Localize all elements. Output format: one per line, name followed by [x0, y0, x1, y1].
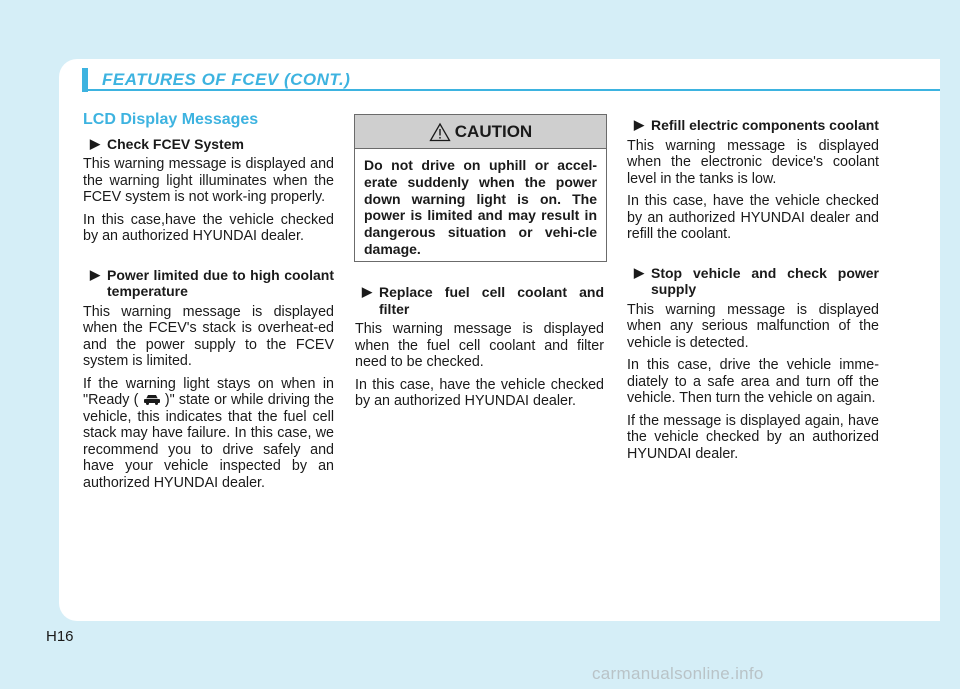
bullet-triangle-icon: ▶: [90, 135, 100, 151]
bullet-triangle-icon: ▶: [90, 266, 100, 282]
subheading-text: Stop vehicle and check power supply: [651, 264, 879, 297]
section-header: [82, 68, 940, 92]
subheading-text: Check FCEV System: [107, 135, 244, 152]
paragraph: This warning message is displayed when the fuel cell coolant and filter need to be checked.: [355, 321, 604, 370]
paragraph-ready-state: [83, 376, 334, 492]
watermark: carmanualsonline.info: [592, 664, 764, 683]
subheading-refill-coolant: [627, 117, 879, 134]
subheading-text: Replace fuel cell coolant and filter: [379, 284, 604, 317]
column-1: [83, 112, 334, 497]
subheading-check-fcev: [83, 136, 334, 153]
bullet-triangle-icon: ▶: [634, 264, 644, 280]
paragraph: In this case,have the vehicle checked by an authorized HYUNDAI dealer.: [83, 211, 334, 244]
paragraph: This warning message is displayed when the FCEV's stack is overheat-ed and the power supply to the FCEV system is limited.: [83, 303, 334, 369]
paragraph: This warning message is displayed and the warning light illuminates when the FCEV system is not work-ing properly.: [83, 156, 334, 205]
paragraph: This warning message is displayed when any serious malfunction of the vehicle is detected.: [627, 301, 879, 351]
subheading-power-limited: [83, 267, 334, 300]
caution-title: CAUTION: [454, 121, 533, 141]
page-number: H16: [46, 628, 74, 645]
header-underline: [88, 89, 940, 91]
text-fragment: )" state or while driving the vehicle, this indicates that the fuel cell stack may have failure. In this case, we recommend you to drive safely and have your vehicle inspected by an authorized HYUNDAI dealer.: [83, 392, 334, 491]
caution-box: [354, 114, 607, 262]
caution-text: Do not drive on uphill or accel-erate suddenly when the power down warning light is on. The power is limited and may result in dangerous situation or vehi-cle damage.: [364, 157, 597, 257]
subheading-text: Power limited due to high coolant temperature: [107, 266, 334, 299]
subheading-text: Refill electric components coolant: [651, 117, 879, 133]
ready-car-icon: [143, 393, 161, 405]
section-title: LCD Display Messages: [83, 111, 259, 128]
warning-triangle-icon: [429, 122, 451, 142]
paragraph: In this case, drive the vehicle imme-diately to a safe area and turn off the vehicle. Then turn the vehicle on again.: [627, 357, 879, 406]
bullet-triangle-icon: ▶: [362, 284, 372, 299]
column-2: [355, 284, 604, 416]
text-fragment: If the warning light stays on when in "Ready (: [83, 375, 334, 408]
paragraph: In this case, have the vehicle checked by an authorized HYUNDAI dealer and refill the coolant.: [627, 193, 879, 242]
subheading-replace-coolant: [355, 284, 604, 317]
paragraph: In this case, have the vehicle checked by an authorized HYUNDAI dealer.: [355, 376, 604, 409]
subheading-stop-vehicle: [627, 265, 879, 298]
paragraph: If the message is displayed again, have the vehicle checked by an authorized HYUNDAI dealer.: [627, 412, 879, 462]
header-title: FEATURES OF FCEV (CONT.): [102, 70, 351, 89]
paragraph: This warning message is displayed when the electronic device's coolant level in the tanks is low.: [627, 137, 879, 187]
bullet-triangle-icon: ▶: [634, 117, 644, 132]
caution-header: [355, 115, 606, 149]
column-3: [627, 117, 879, 468]
